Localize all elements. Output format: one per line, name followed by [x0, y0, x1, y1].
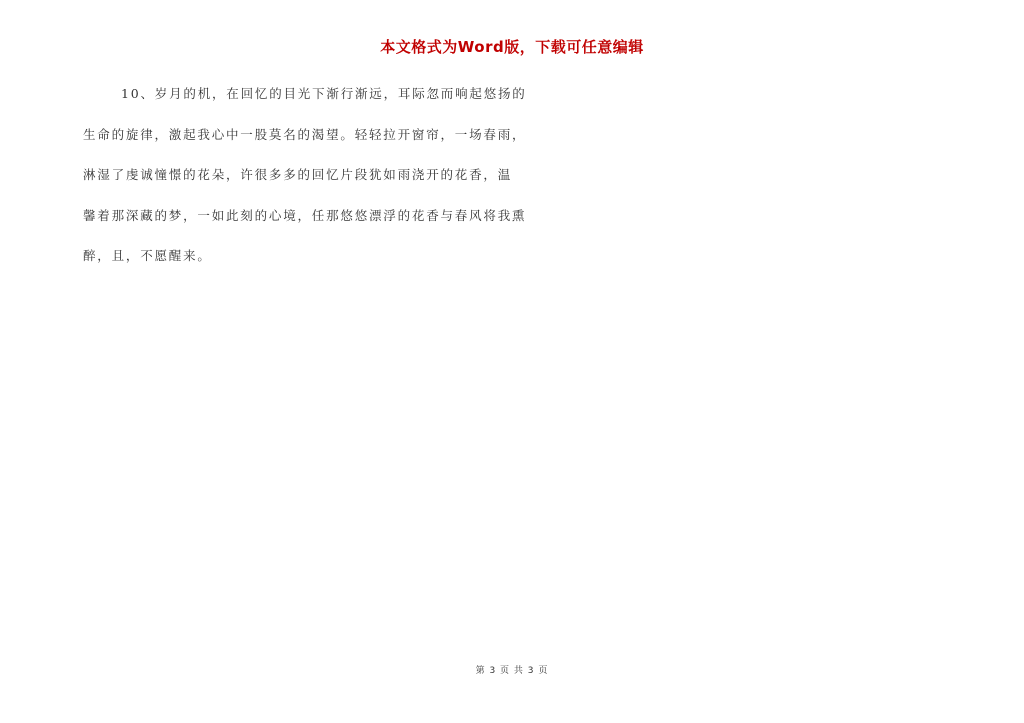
document-body — [83, 84, 527, 287]
body-line-4: 馨着那深藏的梦，一如此刻的心境，任那悠悠漂浮的花香与春风将我熏 — [83, 207, 527, 223]
page-footer: 第 3 页 共 3 页 — [475, 666, 549, 676]
body-line-2: 生命的旋律，激起我心中一股莫名的渴望。轻轻拉开窗帘，一场春雨， — [83, 126, 527, 142]
document-banner: 本文格式为Word版，下载可任意编辑 — [380, 38, 644, 56]
body-line-5: 醉，且，不愿醒来。 — [83, 248, 212, 263]
body-line-3: 淋湿了虔诚憧憬的花朵，许很多多的回忆片段犹如雨浇开的花香，温 — [83, 167, 513, 182]
body-line-1: 10、岁月的机，在回忆的目光下渐行渐远，耳际忽而响起悠扬的 — [121, 86, 527, 101]
